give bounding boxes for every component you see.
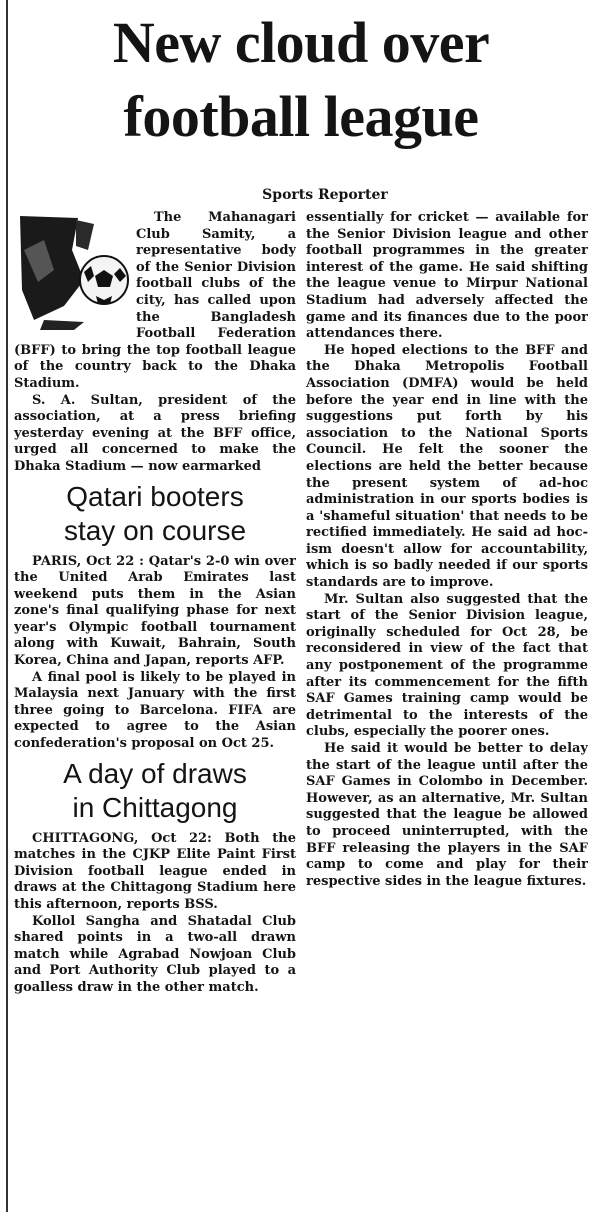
football-player-photo xyxy=(14,210,130,330)
qatar-para-1-text: Qatar's 2-0 win over the United Arab Emirates last weekend puts them in the Asian zone's final qualifying phase for next year's Olympic football tournament along with Kuwait, Bahrain, South Korea, China and Japan, reports AFP. xyxy=(14,553,296,669)
chittagong-para-1-text: Both the matches in the CJKP Elite Paint First Division football league ended in draws at the Chittagong Stadium here this afternoon, reports BSS. xyxy=(14,830,296,912)
main-story-para-4: He hoped elections to the BFF and the Dhaka Metropolis Football Association (DMFA) would be held before the year end in line with the suggestions put forth by his association to the National Sports Council. He felt the sooner the elections are held the better because the present system of ad-hoc administration in our sports bodies is a 'shameful situation' that needs to be rectified immediately. He said ad hoc-ism doesn't allow for accountability, which is so badly needed if our sports standards are to improve. xyxy=(306,342,588,591)
qatar-subhead-line-1: Qatari booters xyxy=(66,480,244,512)
chittagong-subhead-line-2: in Chittagong xyxy=(72,791,238,823)
qatar-subhead xyxy=(14,480,296,548)
main-story-para-2: S. A. Sultan, president of the association, at a press briefing yesterday evening at the BFF office, urged all concerned to make the Dhaka Stadium — now earmarked xyxy=(14,392,296,474)
headline xyxy=(14,6,588,154)
chittagong-subhead-line-1: A day of draws xyxy=(63,757,247,789)
chittagong-para-2: Kollol Sangha and Shatadal Club shared points in a two-all drawn match while Agrabad Nowjoan Club and Port Authority Club played to a goalless draw in the other match. xyxy=(14,913,296,995)
main-story-para-3: essentially for cricket — available for the Senior Division league and other football programmes in the greater interest of the game. He said shifting the league venue to Mirpur National Stadium had adversely affected the game and its finances due to the poor attendances there. xyxy=(306,210,588,342)
left-column xyxy=(14,210,296,1210)
main-story-para-6: He said it would be better to delay the start of the league until after the SAF Games in Colombo in December. However, as an alternative, Mr. Sultan suggested that the league be allowed to proceed uninterrupted, with the BFF releasing the players in the SAF camp to come and play for their respective sides in the league fixtures. xyxy=(306,741,588,889)
headline-line-1: New cloud over xyxy=(112,10,490,75)
main-story-para-1: The Mahanagari Club Samity, a representative body of the Senior Division football clubs of the city, has called upon the Bangladesh Football Federation (BFF) to bring the top football league of the country back to the Dhaka Stadium. xyxy=(14,210,296,391)
chittagong-dateline: CHITTAGONG, Oct 22: xyxy=(32,830,212,846)
chittagong-subhead xyxy=(14,757,296,825)
right-column xyxy=(306,210,588,1210)
headline-line-2: football league xyxy=(123,84,479,149)
byline: Sports Reporter xyxy=(262,187,388,203)
qatar-para-2: A final pool is likely to be played in Malaysia next January with the first three going to Barcelona. FIFA are expected to agree to the Asian confederation's proposal on Oct 25. xyxy=(14,669,296,752)
qatar-para-1 xyxy=(14,554,296,670)
qatar-dateline: PARIS, Oct 22 : xyxy=(32,553,144,569)
main-story-para-5: Mr. Sultan also suggested that the start of the Senior Division league, originally scheduled for Oct 28, be reconsidered in view of the fact that any postponement of the programme after its commencement for the fifth SAF Games training camp would be detrimental to the interests of the clubs, especially the poorer ones. xyxy=(306,591,588,740)
chittagong-para-1 xyxy=(14,831,296,914)
column-rule xyxy=(6,0,8,1212)
qatar-subhead-line-2: stay on course xyxy=(63,514,247,546)
